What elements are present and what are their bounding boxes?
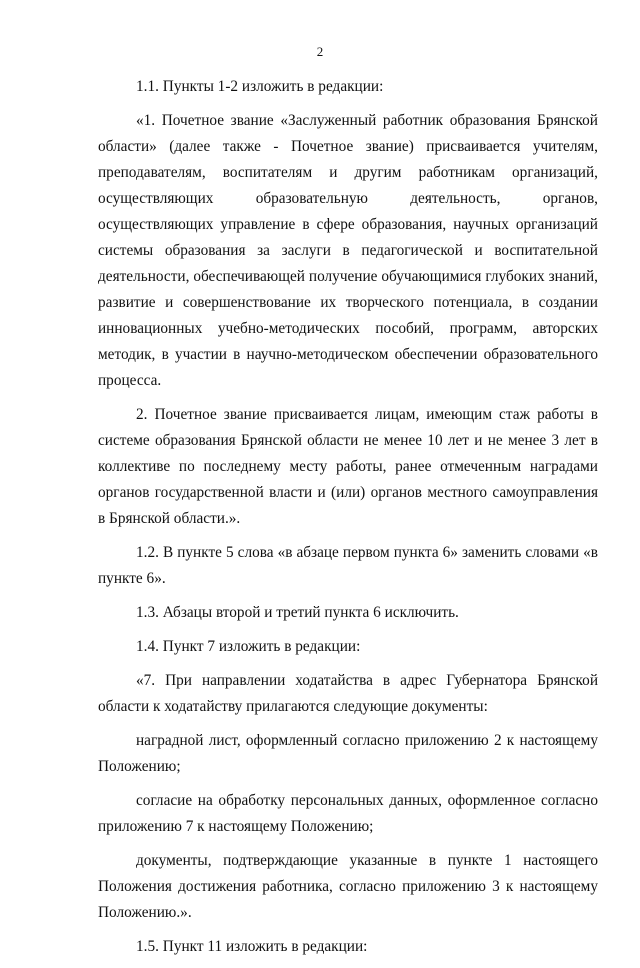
paragraph-point-2: 2. Почетное звание присваивается лицам, имеющим стаж работы в системе образования Брянской области не менее 10 лет и не менее 3 лет в коллективе по последнему месту работы, ранее отмеченным наградами органов государственной власти и (или) органов местного самоуправления в Брянской области.». <box>98 406 598 527</box>
paragraph-point-7: «7. При направлении ходатайства в адрес Губернатора Брянской области к ходатайству прилагаются следующие документы: <box>98 672 598 715</box>
paragraph-1-1: 1.1. Пункты 1-2 изложить в редакции: <box>136 78 384 95</box>
paragraph-1-3: 1.3. Абзацы второй и третий пункта 6 исключить. <box>136 604 459 621</box>
paragraph-point-1: «1. Почетное звание «Заслуженный работник образования Брянской области» (далее также - Почетное звание) присваивается учителям, преподавателям, воспитателям и другим работникам организаций, осуществляющих образовательную деятельность, органов, осуществляющих управление в сфере образования, научных организаций системы образования за заслуги в педагогической и воспитательной деятельности, обеспечивающей получение обучающимися глубоких знаний, развитие и совершенствование их творческого потенциала, в создании инновационных учебно-методических пособий, программ, авторских методик, в участии в научно-методическом обеспечении образовательного процесса. <box>98 112 598 389</box>
paragraph-1-2: 1.2. В пункте 5 слова «в абзаце первом пункта 6» заменить словами «в пункте 6». <box>98 544 598 587</box>
page-number: 2 <box>316 44 324 59</box>
paragraph-1-4: 1.4. Пункт 7 изложить в редакции: <box>136 638 361 655</box>
paragraph-1-5: 1.5. Пункт 11 изложить в редакции: <box>136 938 368 955</box>
paragraph-award-sheet: наградной лист, оформленный согласно приложению 2 к настоящему Положению; <box>98 732 598 775</box>
paragraph-documents: документы, подтверждающие указанные в пункте 1 настоящего Положения достижения работника, согласно приложению 3 к настоящему Положению.». <box>98 852 598 921</box>
document-body <box>98 74 598 968</box>
paragraph-consent: согласие на обработку персональных данных, оформленное согласно приложению 7 к настоящему Положению; <box>98 792 598 835</box>
